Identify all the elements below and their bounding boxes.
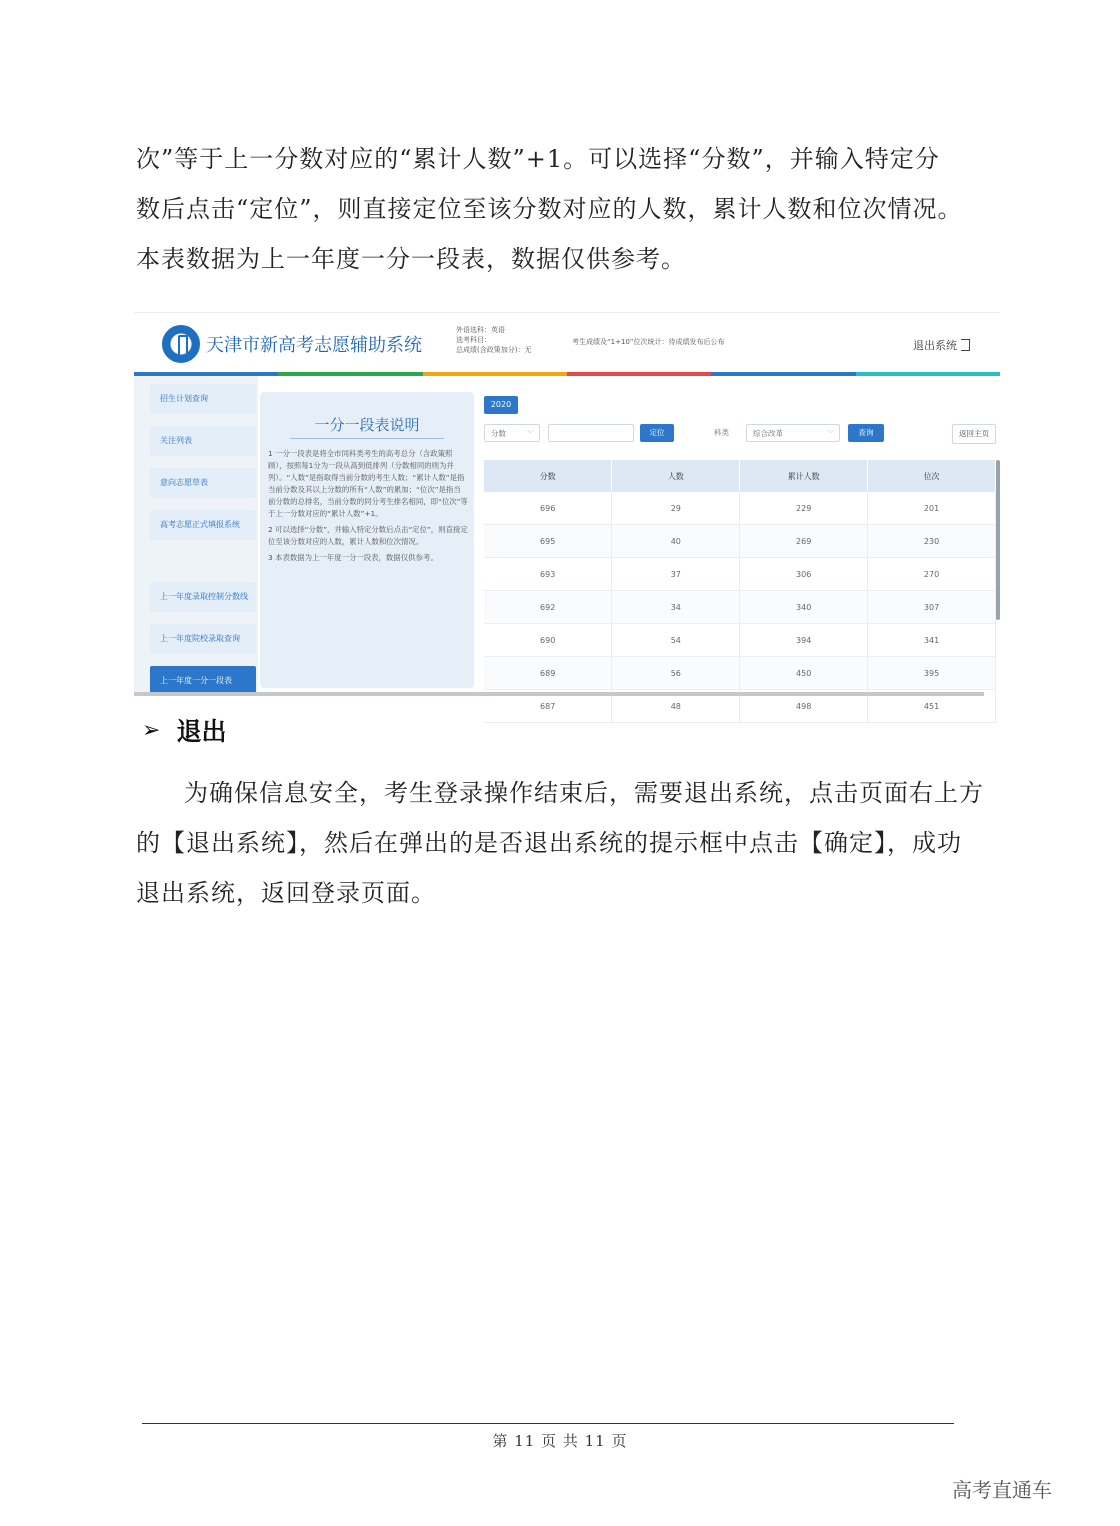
text-line: 的【退出系统】，然后在弹出的是否退出系统的提示框中点击【确定】，成功	[136, 829, 962, 857]
sidebar-item-formal-application[interactable]: 高考志愿正式填报系统	[150, 510, 256, 540]
cell: 451	[868, 690, 996, 723]
color-bar-segment	[278, 372, 422, 376]
cell: 201	[868, 492, 996, 525]
student-info	[456, 325, 531, 355]
cell: 692	[484, 591, 612, 624]
table-row	[484, 624, 996, 657]
table-header-row	[484, 460, 996, 492]
description-item: 2 可以选择“分数”，并输入特定分数后点击“定位”，则直接定位至该分数对应的人数，累计人数和位次情况。	[268, 525, 468, 546]
category-select[interactable]	[746, 424, 840, 442]
table-row	[484, 558, 996, 591]
page-number: 第 11 页 共 11 页	[492, 1432, 628, 1450]
watermark: 高考直通车	[952, 1478, 1052, 1502]
chevron-down-icon: ﹀	[527, 430, 534, 438]
cell: 693	[484, 558, 612, 591]
sidebar-item-admission-query[interactable]: 上一年度院校录取查询	[150, 624, 256, 654]
embedded-system-screenshot	[134, 312, 1000, 711]
text-line: 退出系统，返回登录页面。	[136, 879, 436, 907]
sidebar-item-enrollment-plan[interactable]: 招生计划查询	[150, 384, 256, 414]
locate-button[interactable]: 定位	[640, 424, 674, 442]
table-row	[484, 492, 996, 525]
query-button[interactable]: 查询	[848, 424, 884, 442]
text-line: 次”等于上一分数对应的“累计人数”+1。可以选择“分数”，并输入特定分	[136, 145, 940, 173]
text-line: 数后点击“定位”，则直接定位至该分数对应的人数，累计人数和位次情况。	[136, 195, 963, 223]
filter-select[interactable]	[484, 424, 540, 442]
horizontal-scrollbar[interactable]	[134, 692, 984, 696]
arrow-bullet-icon: ➢	[142, 717, 161, 743]
cell: 306	[740, 558, 868, 591]
section-heading	[142, 712, 226, 748]
column-header-score: 分数	[484, 460, 612, 492]
cell: 269	[740, 525, 868, 558]
cell: 40	[612, 525, 740, 558]
cell: 48	[612, 690, 740, 723]
cell: 695	[484, 525, 612, 558]
cell: 37	[612, 558, 740, 591]
description-title: 一分一段表说明	[314, 416, 420, 434]
cell: 689	[484, 657, 612, 690]
info-foreign-language: 外语选科：英语	[456, 326, 505, 334]
cell: 34	[612, 591, 740, 624]
cell: 394	[740, 624, 868, 657]
category-select-value: 综合改革	[753, 429, 783, 438]
cell: 340	[740, 591, 868, 624]
vertical-scrollbar[interactable]	[996, 460, 1000, 620]
cell: 29	[612, 492, 740, 525]
cell: 450	[740, 657, 868, 690]
filter-select-value: 分数	[491, 429, 506, 438]
score-input[interactable]	[548, 424, 634, 442]
main-content	[480, 376, 1000, 711]
sidebar	[134, 376, 258, 696]
description-item: 3 本表数据为上一年度一分一段表，数据仅供参考。	[268, 553, 438, 562]
description-text	[268, 448, 468, 568]
logout-button[interactable]	[913, 337, 970, 353]
cell: 696	[484, 492, 612, 525]
table-row	[484, 657, 996, 690]
column-header-rank: 位次	[868, 460, 996, 492]
description-panel	[260, 392, 474, 688]
sidebar-item-draft[interactable]: 意向志愿草表	[150, 468, 256, 498]
info-total-score: 总成绩(含政策加分)：无	[456, 346, 532, 354]
logout-icon	[961, 339, 970, 351]
cell: 395	[868, 657, 996, 690]
sidebar-item-cutoff-lines[interactable]: 上一年度录取控制分数线	[150, 582, 256, 612]
chevron-down-icon: ﹀	[827, 430, 834, 438]
sidebar-item-score-segment[interactable]: 上一年度一分一段表	[150, 666, 256, 696]
cell: 307	[868, 591, 996, 624]
system-header	[134, 312, 1000, 373]
section-title: 退出	[176, 717, 227, 746]
text-line: 本表数据为上一年度一分一段表，数据仅供参考。	[136, 245, 686, 273]
cell: 56	[612, 657, 740, 690]
score-segment-table	[484, 460, 996, 723]
cell: 498	[740, 690, 868, 723]
info-subjects: 选考科目：	[456, 336, 491, 344]
score-note: 考生成绩及“1+10”位次统计：待成绩发布后公布	[572, 338, 725, 346]
category-label: 科类	[714, 428, 729, 437]
cell: 687	[484, 690, 612, 723]
table-row	[484, 591, 996, 624]
system-logo-icon	[162, 325, 200, 363]
column-header-cumulative: 累计人数	[740, 460, 868, 492]
table-row	[484, 525, 996, 558]
cell: 230	[868, 525, 996, 558]
back-home-button[interactable]: 返回主页	[952, 424, 996, 444]
cell: 54	[612, 624, 740, 657]
sidebar-item-watch-list[interactable]: 关注列表	[150, 426, 256, 456]
year-tab[interactable]: 2020	[484, 396, 518, 414]
cell: 229	[740, 492, 868, 525]
column-header-count: 人数	[612, 460, 740, 492]
logout-label: 退出系统	[913, 339, 957, 352]
intro-paragraph	[136, 134, 1006, 284]
cell: 270	[868, 558, 996, 591]
divider	[290, 438, 444, 439]
text-line: 为确保信息安全，考生登录操作结束后，需要退出系统，点击页面右上方	[184, 779, 984, 807]
description-item: 1 一分一段表是将全市同科类考生的高考总分（含政策照顾），按照每1分为一段从高到低排列（分数相同的则为并列）。“人数”是指取得当前分数的考生人数；“累计人数”是指当前分数及其以上分数的所有“人数”的累加；“位次”是指当前分数的总排名，当前分数的同分考生排名相同，即“位次”等于上一分数对应的“累计人数”+1。	[268, 449, 468, 518]
cell: 690	[484, 624, 612, 657]
footer-divider	[142, 1423, 954, 1424]
cell: 341	[868, 624, 996, 657]
system-title: 天津市新高考志愿辅助系统	[206, 335, 422, 356]
logout-paragraph	[136, 768, 1006, 918]
